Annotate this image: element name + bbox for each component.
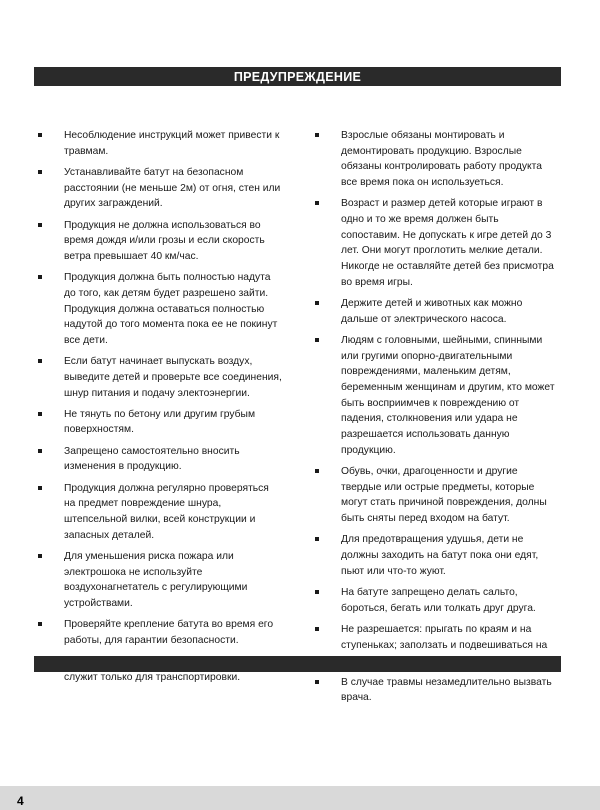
list-item: В случае травмы незамедлительно вызвать врача. bbox=[315, 675, 560, 706]
bullet-square-icon bbox=[315, 680, 319, 684]
bullet-square-icon bbox=[38, 275, 42, 279]
list-item: Не разрешается: прыгать по краям и на ступеньках; заползать и подвешиваться на bbox=[315, 622, 560, 669]
bullet-square-icon bbox=[38, 223, 42, 227]
bullet-square-icon bbox=[38, 622, 42, 626]
list-item: Для предотвращения удушья, дети не должны заходить на батут пока они едят, пьют или что-то жуют. bbox=[315, 532, 560, 579]
list-item: Продукция должна быть полностью надута до того, как детям будет разрешено зайти. Продукция должна оставаться полностью надутой до того момента пока ее не покинут все дети. bbox=[38, 270, 283, 349]
left-column bbox=[38, 128, 283, 691]
bullet-square-icon bbox=[38, 486, 42, 490]
bullet-square-icon bbox=[38, 449, 42, 453]
bullet-square-icon bbox=[315, 338, 319, 342]
bullet-square-icon bbox=[38, 554, 42, 558]
bullet-square-icon bbox=[38, 170, 42, 174]
bullet-square-icon bbox=[38, 412, 42, 416]
bullet-square-icon bbox=[315, 537, 319, 541]
left-warning-list bbox=[38, 128, 283, 686]
right-column bbox=[315, 128, 560, 711]
list-item: Взрослые обязаны монтировать и демонтировать продукцию. Взрослые обязаны контролировать работу продукта все время пока он используеться. bbox=[315, 128, 560, 191]
list-item: Запрещено самостоятельно вносить изменения в продукцию. bbox=[38, 444, 283, 475]
page-number: 4 bbox=[17, 794, 24, 808]
list-item: Обувь, очки, драгоценности и другие твердые или острые предметы, которые могут стать причиной повреждения, долны быть сняты перед входом на батут. bbox=[315, 464, 560, 527]
bullet-square-icon bbox=[315, 627, 319, 631]
list-item: Держите детей и животных как можно дальше от электрического насоса. bbox=[315, 296, 560, 327]
page-footer-strip bbox=[0, 786, 600, 810]
bullet-square-icon bbox=[38, 133, 42, 137]
footer-bar bbox=[34, 656, 561, 672]
list-item: Несоблюдение инструкций может привести к травмам. bbox=[38, 128, 283, 159]
bullet-square-icon bbox=[315, 301, 319, 305]
list-item: Продукция не должна использоваться во время дождя и/или грозы и если скорость ветра превышает 40 км/час. bbox=[38, 218, 283, 265]
list-item: Для уменьшения риска пожара или электрошока не используйте воздухонагнетатель с регулирующими устройствами. bbox=[38, 549, 283, 612]
bullet-square-icon bbox=[315, 201, 319, 205]
warning-title: ПРЕДУПРЕЖДЕНИЕ bbox=[233, 69, 362, 84]
right-warning-list bbox=[315, 128, 560, 706]
list-item: На батуте запрещено делать сальто, бороться, бегать или толкать друг друга. bbox=[315, 585, 560, 616]
list-item: Устанавливайте батут на безопасном расстоянии (не меньше 2м) от огня, стен или других заграждений. bbox=[38, 165, 283, 212]
list-item: Возраст и размер детей которые играют в одно и то же время должен быть сопоставим. Не допускать к игре детей до 3 лет. Они могут проглотить мелкие детали. Никогде не оставляйте детей без присмотра во время игры. bbox=[315, 196, 560, 290]
list-item: Продукция должна регулярно проверяться на предмет повреждение шнура, штепсельной вилки, всей конструкции и запасных деталей. bbox=[38, 481, 283, 544]
bullet-square-icon bbox=[315, 469, 319, 473]
bullet-square-icon bbox=[315, 133, 319, 137]
list-item: служит только для транспортировки. bbox=[38, 654, 283, 685]
list-item: Проверяйте крепление батута во время его работы, для гарантии безопасности. bbox=[38, 617, 283, 648]
list-item: Если батут начинает выпускать воздух, выведите детей и проверьте все соединения, шнур питания и подачу электоэнергии. bbox=[38, 354, 283, 401]
list-item: Не тянуть по бетону или другим грубым поверхностям. bbox=[38, 407, 283, 438]
list-item: Людям с головными, шейными, спинными или гругими опорно-двигательными повреждениями, маленьким детям, беременным женщинам и другим, кто может быть восприимчев к повреждению от падения, столкновения или удара не разрешается использовать данную продукцию. bbox=[315, 333, 560, 459]
bullet-square-icon bbox=[315, 590, 319, 594]
warning-header-bar bbox=[34, 67, 561, 86]
bullet-square-icon bbox=[38, 359, 42, 363]
